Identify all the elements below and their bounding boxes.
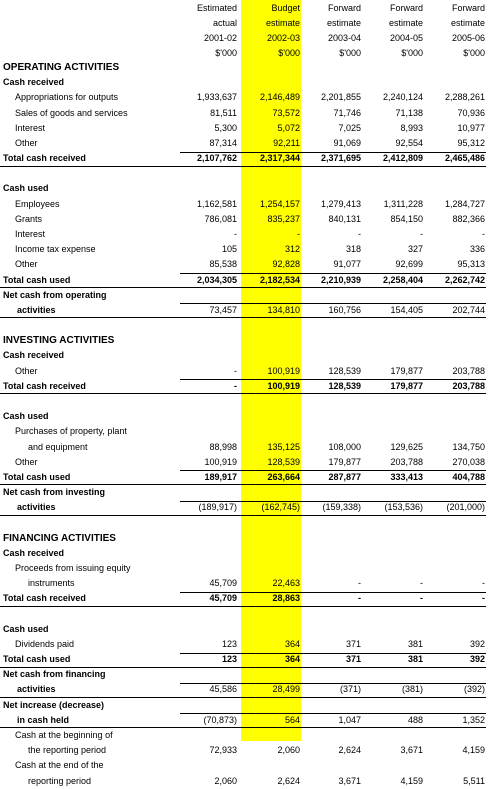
row-label — [0, 440, 180, 455]
header-forward-estimate-2004-05-line-1: Forward — [389, 3, 423, 13]
cell-estimated-actual-2001-02: 45,709 — [209, 593, 237, 604]
cell-forward-estimate-2003-04: 71,746 — [333, 107, 361, 118]
cell-estimated-actual-2001-02: - — [234, 229, 237, 239]
subtotal-rule — [180, 592, 486, 593]
cell-budget-estimate-2002-03: 134,810 — [267, 304, 300, 315]
cell-forward-estimate-2004-05: 488 — [407, 714, 423, 725]
row-label — [0, 591, 180, 606]
cell-forward-estimate-2003-04: (371) — [339, 684, 361, 695]
row-label-text: Net cash from financing — [3, 669, 106, 680]
row-label — [0, 652, 180, 667]
subtotal-rule — [180, 379, 486, 380]
row-label-text: Interest — [15, 122, 46, 133]
cell-forward-estimate-2003-04: 91,069 — [333, 137, 361, 148]
header-estimated-actual-2001-02-line-4: $'000 — [215, 48, 237, 58]
cell-forward-estimate-2005-06: 1,284,727 — [444, 198, 485, 209]
row-label — [0, 227, 180, 242]
cell-forward-estimate-2003-04: 371 — [345, 638, 361, 649]
cell-forward-estimate-2005-06: 95,312 — [457, 137, 485, 148]
row-label — [0, 106, 180, 121]
cell-budget-estimate-2002-03: 835,237 — [267, 213, 300, 224]
cell-estimated-actual-2001-02: 123 — [221, 638, 237, 649]
row-label — [0, 394, 180, 409]
row-label-text: reporting period — [28, 775, 92, 786]
header-estimated-actual-2001-02-line-3: 2001-02 — [203, 33, 237, 43]
cell-estimated-actual-2001-02: 87,314 — [209, 137, 237, 148]
row-label-text: Cash received — [3, 77, 65, 88]
row-netbold — [0, 713, 488, 728]
row-item — [0, 758, 488, 773]
cell-forward-estimate-2003-04: 318 — [345, 244, 361, 255]
row-blank — [0, 607, 488, 622]
cell-forward-estimate-2005-06: - — [482, 593, 485, 604]
cell-forward-estimate-2005-06: 392 — [469, 638, 485, 649]
cell-budget-estimate-2002-03: 135,125 — [267, 441, 300, 452]
row-label — [0, 318, 180, 333]
row-subhead — [0, 288, 488, 303]
row-label-text: Total cash received — [3, 153, 86, 164]
row-item — [0, 90, 488, 105]
row-label — [0, 60, 180, 75]
row-label — [0, 166, 180, 181]
row-label-text: Cash received — [3, 350, 65, 361]
cell-forward-estimate-2004-05: 179,877 — [390, 380, 423, 391]
row-section — [0, 333, 488, 348]
cell-budget-estimate-2002-03: 128,539 — [267, 456, 300, 467]
cell-forward-estimate-2003-04: 1,279,413 — [320, 198, 361, 209]
row-total — [0, 273, 488, 288]
header-forward-estimate-2005-06-line-2: estimate — [450, 18, 485, 28]
cell-forward-estimate-2003-04: 160,756 — [328, 304, 361, 315]
row-label-text: OPERATING ACTIVITIES — [3, 62, 120, 73]
row-label-text: activities — [17, 304, 56, 315]
cell-forward-estimate-2005-06: 882,366 — [452, 213, 485, 224]
row-label-text: Net cash from investing — [3, 487, 106, 497]
cell-forward-estimate-2003-04: 371 — [345, 654, 361, 664]
cell-forward-estimate-2005-06: - — [482, 229, 485, 239]
net-top-rule — [180, 303, 486, 304]
cell-budget-estimate-2002-03: 73,572 — [272, 107, 300, 118]
cell-forward-estimate-2003-04: 108,000 — [328, 441, 361, 452]
cell-forward-estimate-2003-04: 2,201,855 — [320, 92, 361, 103]
cell-forward-estimate-2004-05: 3,671 — [400, 745, 423, 756]
row-item — [0, 136, 488, 151]
row-label-text: Total cash used — [3, 654, 71, 664]
cell-forward-estimate-2004-05: 2,258,404 — [382, 274, 423, 285]
row-label — [0, 90, 180, 105]
row-label — [0, 151, 180, 166]
cell-forward-estimate-2003-04: - — [358, 578, 361, 589]
row-label-text: Cash used — [3, 183, 49, 194]
cell-estimated-actual-2001-02: 123 — [221, 654, 237, 664]
cell-forward-estimate-2004-05: 92,554 — [395, 137, 423, 148]
row-label — [0, 257, 180, 272]
row-label-text: activities — [17, 502, 56, 513]
header-forward-estimate-2004-05-line-3: 2004-05 — [389, 33, 423, 43]
cell-budget-estimate-2002-03: 100,919 — [267, 365, 300, 376]
cell-forward-estimate-2003-04: 1,047 — [338, 714, 361, 725]
row-item — [0, 227, 488, 242]
cell-budget-estimate-2002-03: 28,499 — [272, 684, 300, 695]
cell-forward-estimate-2005-06: 134,750 — [452, 441, 485, 452]
cell-forward-estimate-2004-05: - — [420, 229, 423, 239]
row-label — [0, 667, 180, 682]
row-label — [0, 485, 180, 500]
cell-budget-estimate-2002-03: 2,060 — [277, 745, 300, 756]
cell-forward-estimate-2004-05: 203,788 — [390, 456, 423, 467]
header-forward-estimate-2003-04-line-3: 2003-04 — [327, 33, 361, 43]
row-subhead — [0, 181, 488, 196]
row-item2 — [0, 576, 488, 591]
row-label — [0, 273, 180, 288]
row-label — [0, 622, 180, 637]
header-forward-estimate-2005-06-line-4: $'000 — [463, 48, 485, 58]
cell-budget-estimate-2002-03: 2,317,344 — [259, 153, 300, 164]
row-section — [0, 531, 488, 546]
row-label — [0, 136, 180, 151]
row-label-text: Total cash received — [3, 380, 86, 391]
row-label — [0, 576, 180, 591]
row-label-text: Other — [15, 365, 38, 376]
header-forward-estimate-2005-06-line-1: Forward — [451, 3, 485, 13]
row-item — [0, 424, 488, 439]
cell-forward-estimate-2003-04: 128,539 — [328, 365, 361, 376]
row-label-text: Other — [15, 137, 38, 148]
cell-forward-estimate-2004-05: 154,405 — [390, 304, 423, 315]
subtotal-rule — [180, 273, 486, 274]
row-label — [0, 75, 180, 90]
row-label — [0, 181, 180, 196]
row-item — [0, 242, 488, 257]
row-label — [0, 303, 180, 318]
row-item — [0, 455, 488, 470]
row-label-text: Appropriations for outputs — [15, 92, 119, 103]
cell-forward-estimate-2003-04: 179,877 — [328, 456, 361, 467]
cell-forward-estimate-2004-05: 129,625 — [390, 441, 423, 452]
cell-forward-estimate-2005-06: (201,000) — [446, 502, 485, 513]
cell-forward-estimate-2003-04: (159,338) — [322, 502, 361, 513]
row-label-text: INVESTING ACTIVITIES — [3, 335, 115, 347]
row-label — [0, 637, 180, 652]
cell-budget-estimate-2002-03: 100,919 — [267, 380, 300, 391]
cell-estimated-actual-2001-02: (189,917) — [198, 502, 237, 513]
cell-forward-estimate-2005-06: 2,288,261 — [444, 92, 485, 103]
cell-forward-estimate-2005-06: 392 — [469, 654, 485, 664]
cell-budget-estimate-2002-03: 5,072 — [277, 122, 300, 133]
row-blank — [0, 318, 488, 333]
row-label — [0, 500, 180, 515]
cell-forward-estimate-2005-06: 95,313 — [457, 259, 485, 270]
row-item — [0, 212, 488, 227]
cell-estimated-actual-2001-02: 786,081 — [204, 213, 237, 224]
row-label-text: Proceeds from issuing equity — [15, 562, 131, 573]
row-item2 — [0, 440, 488, 455]
row-label-text: in cash held — [17, 714, 70, 725]
row-label-text: Cash at the end of the — [15, 760, 104, 771]
row-label-text: Other — [15, 259, 38, 270]
cell-estimated-actual-2001-02: - — [234, 365, 237, 376]
cell-estimated-actual-2001-02: 2,034,305 — [196, 274, 237, 285]
cell-forward-estimate-2005-06: 270,038 — [452, 456, 485, 467]
row-label — [0, 379, 180, 394]
cell-forward-estimate-2003-04: 2,624 — [338, 745, 361, 756]
cell-estimated-actual-2001-02: 85,538 — [209, 259, 237, 270]
cell-budget-estimate-2002-03: 564 — [284, 714, 300, 725]
row-label-text: Cash received — [3, 547, 65, 558]
row-label-text: and equipment — [28, 441, 88, 452]
cell-budget-estimate-2002-03: 2,146,489 — [259, 92, 300, 103]
cell-forward-estimate-2004-05: - — [420, 593, 423, 604]
row-section — [0, 60, 488, 75]
cell-forward-estimate-2003-04: 128,539 — [328, 380, 361, 391]
row-label — [0, 212, 180, 227]
cell-forward-estimate-2003-04: - — [358, 593, 361, 604]
net-top-rule — [180, 713, 486, 714]
row-subhead — [0, 622, 488, 637]
row-net — [0, 303, 488, 318]
row-label — [0, 197, 180, 212]
row-total — [0, 379, 488, 394]
cell-forward-estimate-2005-06: - — [482, 578, 485, 589]
row-item — [0, 364, 488, 379]
net-top-rule — [180, 501, 486, 502]
subtotal-rule — [180, 152, 486, 153]
row-subhead — [0, 485, 488, 500]
cell-forward-estimate-2005-06: 203,788 — [452, 380, 485, 391]
cell-budget-estimate-2002-03: 28,863 — [272, 593, 300, 604]
row-label — [0, 561, 180, 576]
cell-estimated-actual-2001-02: 1,162,581 — [196, 198, 237, 209]
cell-budget-estimate-2002-03: 1,254,157 — [259, 198, 300, 209]
cell-forward-estimate-2003-04: 91,077 — [333, 259, 361, 270]
row-label-text: Cash used — [3, 623, 49, 634]
header-budget-estimate-2002-03-line-2: estimate — [265, 18, 300, 28]
subtotal-rule — [180, 470, 486, 471]
cell-forward-estimate-2004-05: (153,536) — [384, 502, 423, 513]
cell-estimated-actual-2001-02: 100,919 — [204, 456, 237, 467]
row-label — [0, 531, 180, 546]
cell-estimated-actual-2001-02: 45,586 — [209, 684, 237, 695]
cell-forward-estimate-2004-05: 4,159 — [400, 775, 423, 786]
subtotal-rule — [180, 653, 486, 654]
row-label — [0, 515, 180, 530]
cell-forward-estimate-2005-06: 203,788 — [452, 365, 485, 376]
cell-forward-estimate-2005-06: 404,788 — [452, 471, 485, 482]
cell-forward-estimate-2004-05: 71,138 — [395, 107, 423, 118]
cell-forward-estimate-2004-05: - — [420, 578, 423, 589]
cell-budget-estimate-2002-03: 92,211 — [273, 137, 300, 148]
cell-forward-estimate-2003-04: - — [358, 229, 361, 239]
header-forward-estimate-2003-04-line-4: $'000 — [339, 48, 361, 58]
cell-budget-estimate-2002-03: 2,182,534 — [259, 274, 300, 285]
cell-budget-estimate-2002-03: 92,828 — [272, 259, 300, 270]
row-label — [0, 121, 180, 136]
cell-forward-estimate-2005-06: 10,977 — [457, 122, 485, 133]
header-forward-estimate-2004-05-line-4: $'000 — [401, 48, 423, 58]
cell-estimated-actual-2001-02: (70,873) — [203, 714, 237, 725]
row-label-text: Total cash received — [3, 593, 86, 604]
cell-forward-estimate-2004-05: 2,240,124 — [382, 92, 423, 103]
cell-forward-estimate-2004-05: 327 — [407, 244, 423, 255]
row-total — [0, 591, 488, 606]
row-label — [0, 288, 180, 303]
cell-budget-estimate-2002-03: 364 — [284, 638, 300, 649]
net-top-rule — [180, 683, 486, 684]
row-subhead — [0, 698, 488, 713]
row-label-text: Dividends paid — [15, 638, 75, 649]
header-budget-estimate-2002-03-line-1: Budget — [271, 3, 300, 13]
cell-forward-estimate-2005-06: 5,511 — [463, 775, 485, 786]
header-forward-estimate-2005-06-line-3: 2005-06 — [451, 33, 485, 43]
cell-forward-estimate-2004-05: 333,413 — [390, 471, 423, 482]
row-label-text: Total cash used — [3, 471, 71, 482]
cell-estimated-actual-2001-02: 105 — [221, 244, 237, 255]
cell-forward-estimate-2004-05: (381) — [401, 684, 423, 695]
row-label-text: Other — [15, 456, 38, 467]
cell-forward-estimate-2004-05: 8,993 — [400, 122, 423, 133]
cell-budget-estimate-2002-03: 312 — [284, 244, 300, 255]
cell-estimated-actual-2001-02: 72,933 — [209, 745, 237, 756]
cell-forward-estimate-2003-04: 7,025 — [338, 122, 361, 133]
cell-forward-estimate-2004-05: 1,311,228 — [383, 198, 423, 209]
row-label-text: Net cash from operating — [3, 289, 107, 300]
cell-estimated-actual-2001-02: - — [234, 380, 237, 391]
cell-forward-estimate-2004-05: 92,699 — [395, 259, 423, 270]
row-net — [0, 682, 488, 697]
row-blank — [0, 394, 488, 409]
row-label-text: Grants — [15, 213, 43, 224]
row-subhead — [0, 75, 488, 90]
row-label — [0, 546, 180, 561]
row-blank — [0, 515, 488, 530]
row-label — [0, 333, 180, 348]
row-label — [0, 455, 180, 470]
cell-forward-estimate-2003-04: 2,210,939 — [320, 274, 361, 285]
row-subhead — [0, 667, 488, 682]
row-item — [0, 106, 488, 121]
cell-forward-estimate-2003-04: 3,671 — [338, 775, 361, 786]
row-label — [0, 242, 180, 257]
row-label-text: Cash used — [3, 411, 49, 422]
header-forward-estimate-2004-05-line-2: estimate — [388, 18, 423, 28]
row-label-text: Purchases of property, plant — [15, 426, 127, 437]
cell-forward-estimate-2004-05: 2,412,809 — [382, 153, 423, 164]
row-label — [0, 713, 180, 728]
row-label — [0, 758, 180, 773]
row-item — [0, 121, 488, 136]
row-label-text: Employees — [15, 198, 60, 209]
row-label — [0, 348, 180, 363]
cell-budget-estimate-2002-03: 263,664 — [267, 471, 300, 482]
row-label-text: the reporting period — [28, 745, 107, 756]
cell-forward-estimate-2005-06: 1,352 — [462, 714, 485, 725]
row-subhead — [0, 546, 488, 561]
cell-forward-estimate-2004-05: 854,150 — [390, 213, 423, 224]
cell-forward-estimate-2005-06: 4,159 — [462, 745, 485, 756]
row-label-text: Net increase (decrease) — [3, 699, 105, 710]
row-label — [0, 698, 180, 713]
cell-forward-estimate-2003-04: 2,371,695 — [320, 153, 361, 164]
header-forward-estimate-2003-04-line-1: Forward — [327, 3, 361, 13]
cell-forward-estimate-2005-06: 2,262,742 — [444, 274, 485, 285]
cell-estimated-actual-2001-02: 73,457 — [209, 304, 237, 315]
cell-forward-estimate-2005-06: 202,744 — [452, 304, 485, 315]
row-total — [0, 151, 488, 166]
cell-forward-estimate-2005-06: 336 — [469, 244, 485, 255]
cell-budget-estimate-2002-03: 364 — [284, 654, 300, 664]
row-label — [0, 470, 180, 485]
cell-forward-estimate-2005-06: 2,465,486 — [444, 153, 485, 164]
row-subhead — [0, 409, 488, 424]
row-label-text: Total cash used — [3, 274, 71, 285]
cell-budget-estimate-2002-03: (162,745) — [261, 502, 300, 513]
cell-estimated-actual-2001-02: 81,511 — [210, 107, 237, 118]
cell-forward-estimate-2003-04: 840,131 — [328, 213, 361, 224]
header-estimated-actual-2001-02-line-1: Estimated — [196, 3, 237, 13]
cell-estimated-actual-2001-02: 2,107,762 — [196, 153, 237, 164]
row-label — [0, 364, 180, 379]
cell-forward-estimate-2003-04: 287,877 — [328, 471, 361, 482]
header-estimated-actual-2001-02-line-2: actual — [212, 18, 237, 28]
cell-forward-estimate-2004-05: 179,877 — [390, 365, 423, 376]
row-item2 — [0, 774, 488, 789]
header-budget-estimate-2002-03-line-3: 2002-03 — [266, 33, 300, 43]
cell-forward-estimate-2004-05: 381 — [407, 638, 423, 649]
row-net — [0, 500, 488, 515]
row-item2 — [0, 743, 488, 758]
cell-forward-estimate-2005-06: 70,936 — [457, 107, 485, 118]
row-label-text: Sales of goods and services — [15, 107, 128, 118]
row-label — [0, 607, 180, 622]
cell-budget-estimate-2002-03: - — [297, 229, 300, 239]
cell-forward-estimate-2005-06: (392) — [463, 684, 485, 695]
row-label — [0, 424, 180, 439]
cell-estimated-actual-2001-02: 1,933,637 — [196, 92, 237, 103]
row-label-text: Interest — [15, 229, 46, 239]
row-label — [0, 743, 180, 758]
cell-estimated-actual-2001-02: 88,998 — [209, 441, 237, 452]
row-item — [0, 637, 488, 652]
row-subhead — [0, 348, 488, 363]
header-forward-estimate-2003-04-line-2: estimate — [326, 18, 361, 28]
row-label-text: instruments — [28, 578, 75, 589]
row-label-text: Cash at the beginning of — [15, 729, 113, 740]
row-label — [0, 409, 180, 424]
cell-forward-estimate-2004-05: 381 — [407, 654, 423, 664]
row-label — [0, 774, 180, 789]
header-budget-estimate-2002-03-line-4: $'000 — [278, 48, 300, 58]
row-item — [0, 197, 488, 212]
cell-estimated-actual-2001-02: 45,709 — [209, 578, 237, 589]
row-label — [0, 682, 180, 697]
row-total — [0, 652, 488, 667]
cell-estimated-actual-2001-02: 5,300 — [214, 122, 237, 133]
row-total — [0, 470, 488, 485]
row-blank — [0, 166, 488, 181]
cell-estimated-actual-2001-02: 189,917 — [204, 471, 237, 482]
row-label-text: Income tax expense — [15, 244, 96, 255]
row-label-text: FINANCING ACTIVITIES — [3, 532, 116, 544]
cell-budget-estimate-2002-03: 22,463 — [272, 578, 300, 589]
cell-budget-estimate-2002-03: 2,624 — [277, 775, 300, 786]
row-label-text: activities — [17, 684, 56, 695]
row-item — [0, 257, 488, 272]
row-item — [0, 561, 488, 576]
cell-estimated-actual-2001-02: 2,060 — [214, 775, 237, 786]
